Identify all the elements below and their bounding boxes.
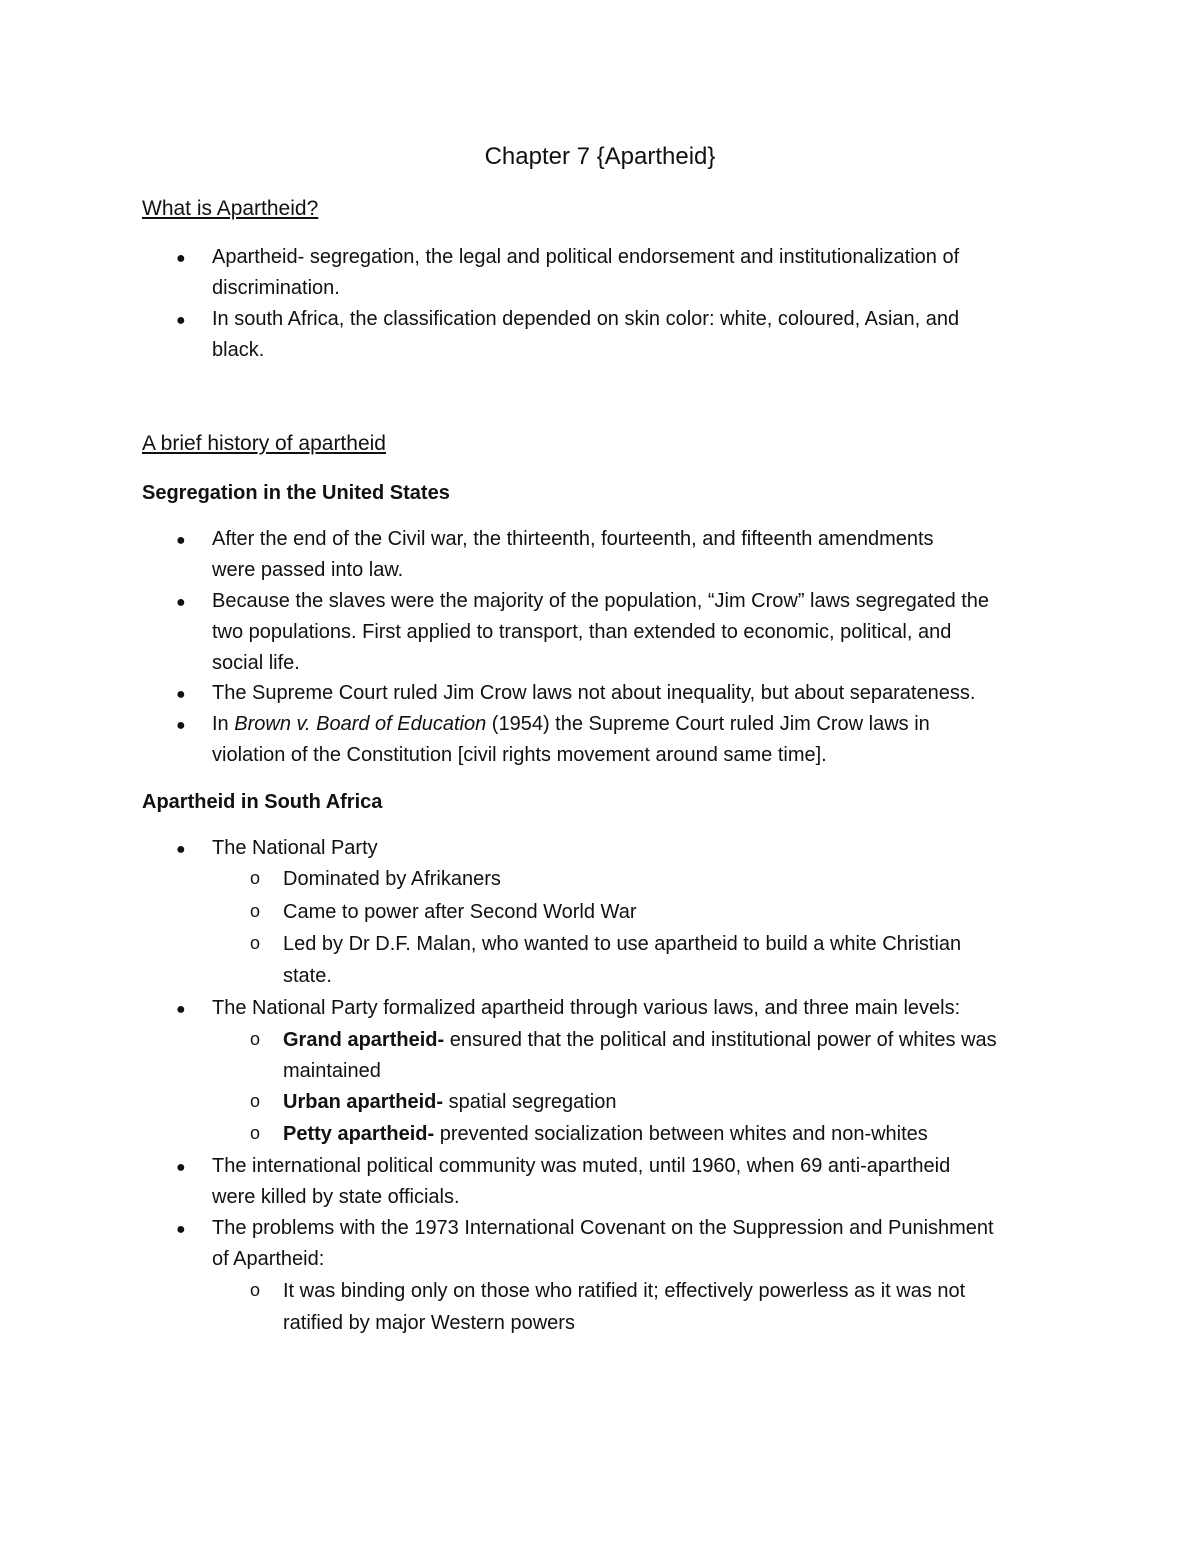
bullet-text: In south Africa, the classification depended on skin color: white, coloured, Asian, and — [212, 308, 960, 330]
term-bold: Petty apartheid- — [283, 1123, 435, 1145]
bullet-text — [212, 713, 930, 736]
case-name-italic: Brown v. Board of Education — [234, 713, 487, 735]
text-run: prevented socialization between whites and non-whites — [434, 1123, 928, 1145]
sub-bullet-marker: o — [250, 1091, 261, 1111]
bullet-text: The international political community was muted, until 1960, when 69 anti-apartheid — [212, 1155, 951, 1177]
sub-bullet-marker: o — [250, 1280, 261, 1300]
sub-bullet-text: Dominated by Afrikaners — [283, 868, 501, 890]
sub-bullet-marker: o — [250, 901, 261, 921]
bullet-marker: ● — [176, 250, 186, 267]
subheading-sa-apartheid: Apartheid in South Africa — [142, 791, 383, 813]
bullet-text: The National Party formalized apartheid through various laws, and three main levels: — [212, 997, 961, 1019]
bullet-text: The problems with the 1973 International Covenant on the Suppression and Punishment — [212, 1217, 994, 1239]
sub-bullet-text-continued: state. — [283, 965, 332, 987]
bullet-text: The Supreme Court ruled Jim Crow laws not about inequality, but about separateness. — [212, 682, 976, 704]
bullet-marker: ● — [176, 686, 186, 703]
bullet-marker: ● — [176, 532, 186, 549]
bullet-marker: ● — [176, 841, 186, 858]
section-heading-brief-history: A brief history of apartheid — [142, 432, 386, 455]
bullet-text: After the end of the Civil war, the thirteenth, fourteenth, and fifteenth amendments — [212, 528, 934, 550]
bullet-text-continued: two populations. First applied to transport, than extended to economic, political, and — [212, 621, 952, 643]
bullet-marker: ● — [176, 1221, 186, 1238]
sub-bullet-text — [283, 1091, 616, 1114]
sub-bullet-text — [283, 1029, 997, 1052]
bullet-marker: ● — [176, 1159, 186, 1176]
bullet-marker: ● — [176, 312, 186, 329]
sub-bullet-text: Came to power after Second World War — [283, 901, 637, 923]
sub-bullet-text — [283, 1123, 928, 1146]
bullet-text: Apartheid- segregation, the legal and political endorsement and institutionalization of — [212, 246, 960, 268]
bullet-text: The National Party — [212, 837, 378, 859]
sub-bullet-text: It was binding only on those who ratified it; effectively powerless as it was not — [283, 1280, 966, 1302]
sub-bullet-text: Led by Dr D.F. Malan, who wanted to use apartheid to build a white Christian — [283, 933, 962, 955]
sub-bullet-marker: o — [250, 868, 261, 888]
term-bold: Urban apartheid- — [283, 1091, 444, 1113]
section-heading-what-is-apartheid: What is Apartheid? — [142, 197, 319, 220]
page-title: Chapter 7 {Apartheid} — [484, 143, 716, 170]
bullet-text-continued: were killed by state officials. — [212, 1186, 460, 1208]
subheading-us-segregation: Segregation in the United States — [142, 482, 450, 504]
bullet-marker: ● — [176, 594, 186, 611]
sub-bullet-marker: o — [250, 1123, 261, 1143]
bullet-marker: ● — [176, 1001, 186, 1018]
bullet-marker: ● — [176, 717, 186, 734]
sub-bullet-marker: o — [250, 933, 261, 953]
term-bold: Grand apartheid- — [283, 1029, 445, 1051]
bullet-text-continued: discrimination. — [212, 277, 340, 299]
bullet-text-continued: violation of the Constitution [civil rights movement around same time]. — [212, 744, 827, 766]
bullet-text-continued: black. — [212, 339, 265, 361]
text-run: In — [212, 713, 235, 735]
sub-bullet-marker: o — [250, 1029, 261, 1049]
sub-bullet-text-continued: maintained — [283, 1060, 381, 1082]
text-run: ensured that the political and institutional power of whites was — [444, 1029, 997, 1051]
bullet-text-continued: were passed into law. — [212, 559, 404, 581]
sub-bullet-text-continued: ratified by major Western powers — [283, 1312, 575, 1334]
text-run: (1954) the Supreme Court ruled Jim Crow laws in — [486, 713, 930, 735]
bullet-text-continued: social life. — [212, 652, 300, 674]
bullet-text: Because the slaves were the majority of the population, “Jim Crow” laws segregated the — [212, 590, 990, 612]
text-run: spatial segregation — [443, 1091, 617, 1113]
bullet-text-continued: of Apartheid: — [212, 1248, 325, 1270]
